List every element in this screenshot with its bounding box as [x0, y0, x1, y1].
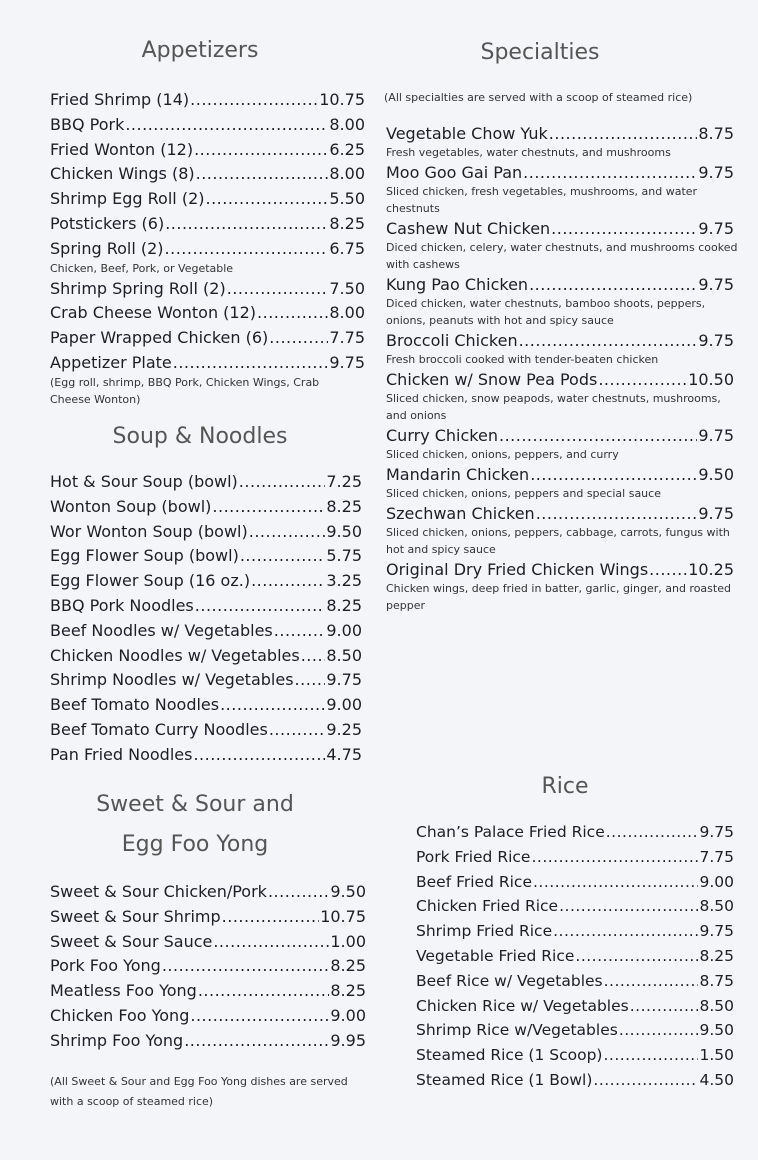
dot-leader [257, 303, 328, 322]
menu-item-name: Paper Wrapped Chicken (6) [50, 328, 269, 348]
menu-item-price: 8.25 [326, 496, 362, 516]
menu-item-price: 1.50 [699, 1046, 734, 1065]
menu-item-name: Wor Wonton Soup (bowl) [50, 521, 248, 541]
menu-item-name: Beef Tomato Noodles [50, 695, 220, 715]
menu-item-name: Chicken Foo Yong [50, 1006, 190, 1025]
specialties-note: (All specialties are served with a scoop of steamed rice) [384, 91, 693, 104]
menu-item-price: 10.75 [320, 906, 366, 926]
menu-item [50, 646, 362, 665]
menu-item-name: Shrimp Spring Roll (2) [50, 278, 226, 298]
sweet-sour-title-line2: Egg Foo Yong [121, 832, 269, 857]
menu-item-name: Fried Wonton (12) [50, 139, 194, 159]
dot-leader [274, 621, 326, 640]
menu-item [416, 873, 734, 891]
menu-item [386, 219, 734, 238]
menu-item-name: Hot & Sour Soup (bowl) [50, 472, 238, 491]
menu-item-price: 8.00 [329, 303, 365, 323]
menu-item [50, 353, 365, 372]
menu-item [386, 560, 734, 579]
menu-item-price: 9.75 [698, 331, 734, 350]
menu-item-price: 8.25 [699, 947, 734, 965]
dot-leader [205, 189, 328, 208]
dot-leader [125, 115, 328, 134]
menu-item-name: Vegetable Fried Rice [416, 947, 575, 965]
dot-leader [630, 997, 699, 1015]
menu-item [50, 932, 366, 951]
dot-leader [184, 1031, 329, 1050]
menu-item [416, 972, 734, 990]
menu-item-price: 7.75 [699, 847, 734, 866]
menu-item-name: Kung Pao Chicken [386, 275, 529, 294]
menu-item-name: Pork Fried Rice [416, 847, 531, 866]
menu-item-price: 8.25 [330, 956, 366, 976]
menu-item [50, 164, 365, 183]
menu-item [50, 90, 365, 109]
menu-item-name: Chicken Fried Rice [416, 897, 559, 916]
menu-item-name: Sweet & Sour Shrimp [50, 906, 221, 926]
menu-item-price: 10.75 [319, 90, 365, 109]
menu-item-price: 9.75 [698, 219, 734, 238]
menu-item-price: 7.50 [329, 278, 365, 298]
menu-item-name: Pork Foo Yong [50, 956, 161, 976]
dot-leader [575, 947, 698, 965]
dot-leader [604, 972, 699, 990]
menu-item-name: Szechwan Chicken [386, 504, 535, 523]
menu-item-price: 1.00 [330, 931, 366, 951]
menu-item [386, 124, 734, 143]
menu-item [386, 275, 734, 294]
menu-item [50, 596, 362, 615]
menu-item-price: 9.75 [699, 922, 734, 941]
dot-leader [593, 1071, 698, 1089]
menu-item [416, 922, 734, 940]
menu-item-price: 8.75 [699, 971, 734, 990]
dot-leader [195, 596, 326, 615]
menu-item-price: 8.00 [329, 164, 365, 184]
menu-item-name: Shrimp Fried Rice [416, 922, 553, 941]
menu-item-name: Egg Flower Soup (16 oz.) [50, 571, 251, 591]
menu-item-price: 8.50 [699, 897, 734, 916]
dot-leader [213, 932, 329, 951]
dot-leader [173, 353, 329, 372]
menu-item [416, 1046, 734, 1064]
specialties-title: Specialties [480, 40, 600, 65]
menu-item-price: 9.00 [699, 872, 734, 891]
dot-leader [536, 504, 698, 523]
menu-item [50, 522, 362, 541]
dot-leader [249, 522, 326, 541]
dot-leader [549, 124, 698, 143]
dot-leader [499, 426, 697, 445]
dot-leader [553, 922, 698, 940]
menu-item [50, 882, 366, 901]
menu-item-name: Mandarin Chicken [386, 465, 530, 484]
dot-leader [196, 164, 329, 183]
dot-leader [198, 981, 330, 1000]
menu-item [386, 331, 734, 350]
menu-item [416, 947, 734, 965]
menu-item-name: Beef Fried Rice [416, 872, 532, 891]
dot-leader [165, 239, 329, 258]
dot-leader [162, 956, 330, 975]
dot-leader [523, 163, 697, 182]
sweet-sour-note: (All Sweet & Sour and Egg Foo Yong dishes are served with a scoop of steamed rice) [50, 1075, 348, 1108]
menu-item-price: 9.75 [698, 275, 734, 294]
menu-item-price: 9.50 [330, 882, 366, 901]
menu-item-name: Chan’s Palace Fried Rice [416, 823, 605, 841]
menu-item-name: Shrimp Egg Roll (2) [50, 189, 205, 209]
menu-item-price: 8.25 [329, 214, 365, 233]
menu-item [416, 848, 734, 866]
menu-item-price: 10.50 [688, 370, 734, 389]
dot-leader [227, 279, 329, 298]
menu-item-description: Diced chicken, celery, water chestnuts, and mushrooms cooked with cashews [386, 241, 738, 271]
dot-leader [519, 331, 698, 350]
dot-leader [194, 140, 328, 159]
menu-item [50, 303, 365, 322]
menu-item-price: 10.25 [688, 560, 734, 579]
menu-item-price: 8.00 [329, 114, 365, 134]
menu-item-name: Meatless Foo Yong [50, 981, 197, 1001]
dot-leader [598, 370, 687, 389]
menu-item-price: 9.95 [330, 1030, 366, 1050]
menu-item [50, 189, 365, 208]
menu-item-name: Chicken Rice w/ Vegetables [416, 996, 629, 1015]
dot-leader [251, 571, 325, 590]
menu-item-name: Shrimp Rice w/Vegetables [416, 1021, 618, 1040]
menu-item-description: Sliced chicken, fresh vegetables, mushrooms, and water chestnuts [386, 185, 698, 215]
menu-item-description: Fresh vegetables, water chestnuts, and mushrooms [386, 146, 671, 159]
menu-item-price: 7.75 [329, 328, 365, 348]
menu-item-name: Crab Cheese Wonton (12) [50, 303, 257, 323]
menu-item-name: Cashew Nut Chicken [386, 219, 551, 238]
menu-item [50, 907, 366, 926]
dot-leader [268, 882, 329, 901]
dot-leader [193, 745, 325, 764]
menu-item-description: Fresh broccoli cooked with tender-beaten chicken [386, 353, 659, 366]
menu-item-price: 9.00 [326, 695, 362, 715]
menu-item-name: Fried Shrimp (14) [50, 90, 190, 109]
menu-item [386, 426, 734, 445]
menu-item-name: Pan Fried Noodles [50, 744, 193, 764]
menu-item [50, 695, 362, 714]
menu-item [386, 370, 734, 389]
menu-item-price: 3.25 [326, 571, 362, 591]
menu-item-price: 8.50 [326, 645, 362, 665]
dot-leader [533, 873, 698, 891]
menu-item [50, 956, 366, 975]
dot-leader [559, 897, 698, 915]
menu-item [50, 279, 365, 298]
dot-leader [530, 465, 697, 484]
dot-leader [212, 497, 325, 516]
menu-item-name: Steamed Rice (1 Scoop) [416, 1046, 603, 1065]
menu-item-name: Wonton Soup (bowl) [50, 496, 212, 516]
menu-item [416, 897, 734, 915]
menu-item-price: 9.75 [699, 823, 734, 841]
dot-leader [295, 670, 326, 689]
dot-leader [220, 695, 325, 714]
menu-item [50, 546, 362, 565]
menu-item-name: Vegetable Chow Yuk [386, 124, 548, 143]
dot-leader [619, 1021, 699, 1039]
dot-leader [551, 219, 697, 238]
menu-item [416, 823, 734, 841]
menu-item-name: Shrimp Noodles w/ Vegetables [50, 670, 294, 690]
dot-leader [529, 275, 697, 294]
menu-item-name: Original Dry Fried Chicken Wings [386, 560, 649, 579]
menu-item-name: Beef Noodles w/ Vegetables [50, 620, 273, 640]
menu-item-price: 9.75 [698, 163, 734, 182]
menu-item-price: 8.50 [699, 996, 734, 1015]
menu-item-name: Broccoli Chicken [386, 331, 518, 350]
dot-leader [165, 214, 328, 233]
menu-item [50, 328, 365, 347]
menu-item-name: Sweet & Sour Sauce [50, 931, 213, 951]
sweet-sour-title-line1: Sweet & Sour and [96, 792, 294, 817]
menu-item-name: Beef Rice w/ Vegetables [416, 971, 603, 990]
menu-item-description: (Egg roll, shrimp, BBQ Pork, Chicken Wings, Crab Cheese Wonton) [50, 375, 320, 406]
menu-item-name: Spring Roll (2) [50, 238, 164, 258]
menu-item-price: 4.75 [326, 744, 362, 764]
menu-item-name: Curry Chicken [386, 426, 498, 445]
menu-item [50, 1031, 366, 1050]
menu-item [416, 1071, 734, 1089]
menu-item [50, 140, 365, 159]
menu-item [50, 670, 362, 689]
dot-leader [222, 907, 320, 926]
menu-item [50, 239, 365, 258]
menu-item-price: 9.75 [698, 504, 734, 523]
menu-item-name: BBQ Pork [50, 114, 125, 134]
menu-item [50, 497, 362, 516]
menu-item-name: Appetizer Plate [50, 353, 172, 372]
menu-item-description: Sliced chicken, onions, peppers and special sauce [386, 487, 661, 500]
menu-item [50, 981, 366, 1000]
menu-item [50, 571, 362, 590]
menu-item [386, 465, 734, 484]
menu-item-price: 8.25 [326, 596, 362, 615]
menu-item-name: Chicken Noodles w/ Vegetables [50, 645, 300, 665]
menu-item [416, 997, 734, 1015]
menu-item-description: Chicken wings, deep fried in batter, garlic, ginger, and roasted pepper [386, 582, 731, 612]
dot-leader [269, 328, 328, 347]
dot-leader [239, 472, 326, 491]
dot-leader [240, 546, 326, 565]
menu-item-price: 7.25 [326, 472, 362, 491]
menu-item-name: Sweet & Sour Chicken/Pork [50, 882, 267, 901]
dot-leader [190, 1006, 329, 1025]
rice-title: Rice [541, 774, 589, 799]
menu-item-name: Chicken w/ Snow Pea Pods [386, 370, 598, 389]
menu-item-price: 5.50 [329, 189, 365, 209]
menu-item [386, 504, 734, 523]
menu-item-price: 9.50 [698, 465, 734, 484]
menu-item-name: BBQ Pork Noodles [50, 596, 194, 615]
dot-leader [269, 720, 326, 739]
menu-item-price: 9.75 [329, 353, 365, 372]
appetizers-title: Appetizers [141, 38, 259, 63]
menu-item-price: 8.25 [330, 981, 366, 1001]
menu-item-name: Shrimp Foo Yong [50, 1030, 184, 1050]
menu-item [50, 214, 365, 233]
menu-item-name: Potstickers (6) [50, 214, 165, 233]
menu-item [50, 1006, 366, 1025]
menu-item-name: Chicken Wings (8) [50, 164, 195, 184]
menu-item [50, 115, 365, 134]
menu-item-price: 9.50 [326, 521, 362, 541]
menu-item-description: Chicken, Beef, Pork, or Vegetable [50, 261, 234, 275]
menu-item [416, 1021, 734, 1039]
menu-item-name: Egg Flower Soup (bowl) [50, 546, 239, 566]
dot-leader [649, 560, 687, 579]
dot-leader [301, 646, 326, 665]
dot-leader [603, 1046, 698, 1064]
menu-item-price: 8.75 [698, 124, 734, 143]
menu-item-description: Sliced chicken, onions, peppers, cabbage, carrots, fungus with hot and spicy sauce [386, 526, 730, 556]
menu-item-name: Beef Tomato Curry Noodles [50, 720, 268, 739]
menu-item [50, 472, 362, 491]
menu-item-price: 9.00 [326, 620, 362, 640]
menu-item-description: Sliced chicken, snow peapods, water chestnuts, mushrooms, and onions [386, 392, 721, 422]
menu-item-price: 5.75 [326, 546, 362, 566]
menu-item-name: Moo Goo Gai Pan [386, 163, 523, 182]
menu-item [50, 745, 362, 764]
menu-item-price: 9.00 [330, 1006, 366, 1025]
menu-item-price: 4.50 [699, 1071, 734, 1089]
menu-item-price: 6.25 [329, 139, 365, 159]
dot-leader [190, 90, 318, 109]
menu-item-price: 9.25 [326, 720, 362, 739]
dot-leader [606, 823, 699, 841]
menu-item-description: Diced chicken, water chestnuts, bamboo shoots, peppers, onions, peanuts with hot and spicy sauce [386, 297, 706, 327]
menu-item-price: 6.75 [329, 238, 365, 258]
dot-leader [531, 848, 698, 866]
menu-item-price: 9.75 [326, 670, 362, 690]
menu-item-description: Sliced chicken, onions, peppers, and curry [386, 448, 619, 461]
menu-item [386, 163, 734, 182]
menu-item [50, 720, 362, 739]
menu-item-name: Steamed Rice (1 Bowl) [416, 1071, 593, 1089]
menu-item-price: 9.75 [698, 426, 734, 445]
soup-noodles-title: Soup & Noodles [112, 424, 288, 449]
menu-item [50, 621, 362, 640]
menu-item-price: 9.50 [699, 1021, 734, 1040]
